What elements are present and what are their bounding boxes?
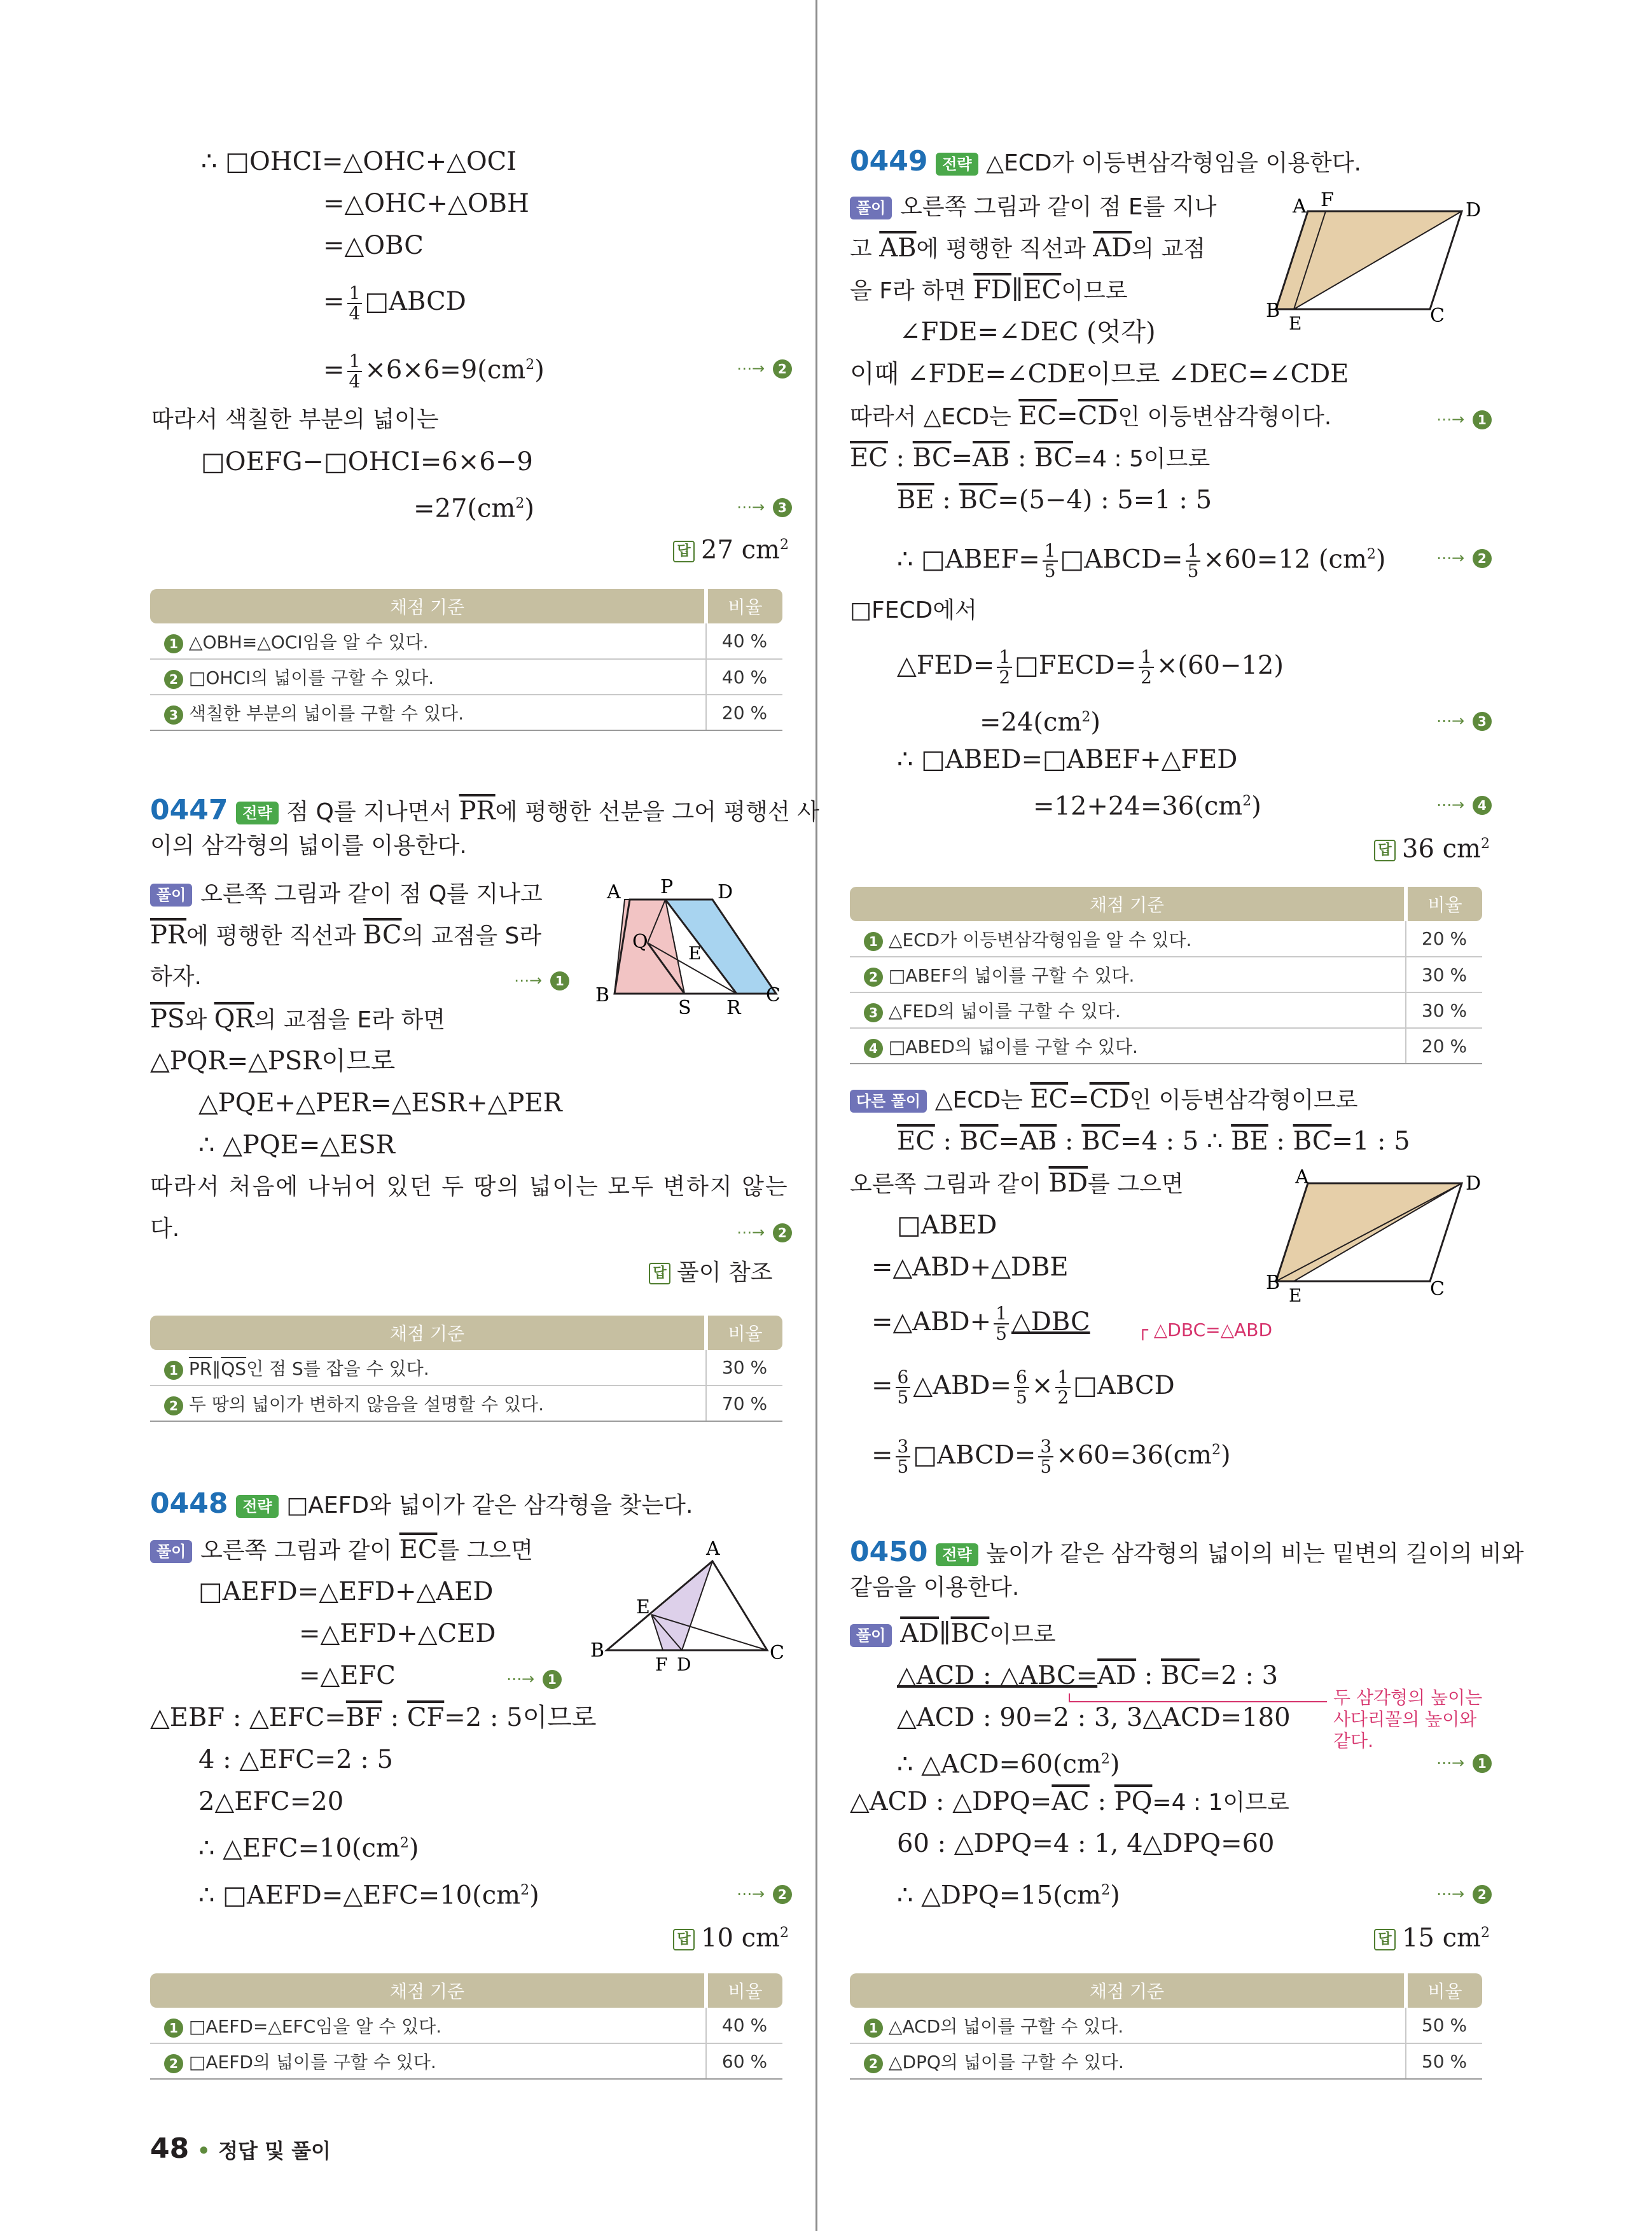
fraction: $\frac{6}{5}$ xyxy=(1014,1368,1029,1407)
label-f: F xyxy=(1321,189,1334,211)
alt-solution-tag: 다른 풀이 xyxy=(850,1090,927,1113)
eq-line: □AEFD=△EFD+△AED xyxy=(198,1577,494,1606)
problem-number: 0450 xyxy=(850,1536,928,1568)
strategy-text: 이의 삼각형의 넓이를 이용한다. xyxy=(150,833,467,859)
figure-0449-alt xyxy=(1266,1166,1486,1308)
answer-icon: 답 xyxy=(649,1263,670,1284)
rubric-header: 채점 기준 xyxy=(850,1973,1406,2008)
eq-line: = $\frac{1}{4}$ $\times 6\times 6=9(cm^2)$ xyxy=(323,351,545,393)
eq-line: ∴ △PQE=△ESR xyxy=(198,1130,395,1160)
solution-tag: 풀이 xyxy=(150,884,192,907)
table-row: 2 □OHCI의 넓이를 구할 수 있다. 40 % xyxy=(150,659,782,695)
label-d: D xyxy=(718,881,733,903)
step-marker: ⋯→ 1 xyxy=(1436,400,1492,436)
table-row: 3 △FED의 넓이를 구할 수 있다. 30 % xyxy=(850,992,1482,1028)
step-marker: ⋯→ 2 xyxy=(737,1213,792,1249)
text-line: 하자. xyxy=(150,964,202,990)
problem-number: 0449 xyxy=(850,145,928,177)
label-c: C xyxy=(766,984,781,1006)
fraction: $\frac{3}{5}$ xyxy=(1038,1437,1053,1477)
step-marker: ⋯→ 1 xyxy=(1436,1743,1492,1779)
problem-0447-header: 0447 전략 점 Q를 지나면서 $\overline{PR}$에 평행한 선분을 그어 평행선 사 xyxy=(150,794,819,826)
note-annotation: 두 삼각형의 높이는 xyxy=(1333,1687,1483,1708)
answer-icon: 답 xyxy=(673,541,695,562)
label-p: P xyxy=(660,876,674,898)
label-c: C xyxy=(1430,1278,1445,1300)
problem-0448-header: 0448 전략 □AEFD와 넓이가 같은 삼각형을 찾는다. xyxy=(150,1487,693,1520)
eq-line: 4 : △EFC=2 : 5 xyxy=(198,1745,393,1774)
table-row: 2 △DPQ의 넓이를 구할 수 있다. 50 % xyxy=(850,2043,1482,2079)
strategy-tag: 전략 xyxy=(936,153,978,176)
table-row: 1 △ACD의 넓이를 구할 수 있다. 50 % xyxy=(850,2008,1482,2043)
rubric-table xyxy=(850,887,1482,1064)
problem-number: 0447 xyxy=(150,794,228,826)
eq-line: $\overline{EC}$ : $\overline{BC}=\overline{AB}$ : $\overline{BC}=4$ : 5이므로 xyxy=(850,443,1211,473)
strategy-tag: 전략 xyxy=(936,1543,978,1566)
note-annotation: 사다리꼴의 높이와 xyxy=(1333,1709,1477,1730)
eq-line: =△ABD+ $\frac{1}{5}$ △DBC xyxy=(871,1303,1090,1344)
rubric-table xyxy=(150,1316,782,1422)
eq-line: ∴ □ABED=□ABEF+△FED xyxy=(897,745,1238,774)
problem-0450-header: 0450 전략 높이가 같은 삼각형의 넓이의 비는 밑변의 길이의 비와 xyxy=(850,1536,1524,1568)
eq-line: △PQR=△PSR이므로 xyxy=(150,1046,396,1076)
rubric-header: 비율 xyxy=(706,589,782,623)
rubric-header: 채점 기준 xyxy=(150,1316,706,1350)
answer-icon: 답 xyxy=(1374,840,1396,861)
fraction: $\frac{1}{2}$ xyxy=(1139,648,1154,687)
text-line: $\overline{PR}$에 평행한 직선과 $\overline{BC}$의 교점을 S라 xyxy=(150,921,542,950)
eq-line: =△ABD+△DBE xyxy=(871,1253,1069,1282)
rubric-header: 비율 xyxy=(1406,887,1482,921)
strategy-text: 같음을 이용한다. xyxy=(850,1574,1020,1601)
answer: 답 풀이 참조 xyxy=(649,1256,773,1289)
strategy-tag: 전략 xyxy=(236,1495,278,1518)
fraction: $\frac{1}{4}$ xyxy=(347,284,363,323)
step-marker: ⋯→ 3 xyxy=(737,487,792,524)
figure-0449 xyxy=(1266,184,1486,337)
text-line: 풀이 오른쪽 그림과 같이 점 E를 지나 xyxy=(850,190,1216,224)
label-s: S xyxy=(678,997,691,1019)
eq-line: =△OHC+△OBH xyxy=(323,189,529,218)
eq-line: △ACD : $\triangle ABC=\overline{AD}$ : $\overline{BC}=2$ : 3 xyxy=(897,1661,1279,1690)
label-b: B xyxy=(595,984,610,1006)
text-line: 따라서 처음에 나뉘어 있던 두 땅의 넓이는 모두 변하지 않는 xyxy=(150,1174,789,1200)
fraction: $\frac{1}{4}$ xyxy=(347,352,363,391)
page-footer: 48 • 정답 및 풀이 xyxy=(150,2132,331,2165)
eq-line: = $\frac{6}{5}$ △ABD= $\frac{6}{5}$ × $\frac{1}{2}$ □ABCD xyxy=(871,1366,1175,1408)
figure-0448 xyxy=(583,1529,786,1682)
step-marker: ⋯→ 4 xyxy=(1436,785,1492,821)
eq-line: ∴ $\triangle DPQ=15(cm^2)$ xyxy=(897,1880,1120,1910)
eq-line: ∴ $\triangle ACD=60(cm^2)$ xyxy=(897,1749,1120,1779)
label-f: F xyxy=(655,1654,668,1675)
label-e: E xyxy=(688,943,702,964)
rubric-table xyxy=(150,1973,782,2080)
label-a: A xyxy=(607,881,621,903)
text-line: 풀이 오른쪽 그림과 같이 $\overline{EC}$를 그으면 xyxy=(150,1533,533,1567)
rubric-table xyxy=(150,589,782,731)
rubric-header: 비율 xyxy=(1406,1973,1482,2008)
text-line: 따라서 색칠한 부분의 넓이는 xyxy=(151,407,439,433)
text-line: 다. xyxy=(150,1216,180,1242)
eq-line: = $\frac{1}{4}$ □ABCD xyxy=(323,282,466,324)
text-line: 오른쪽 그림과 같이 $\overline{BD}$를 그으면 xyxy=(850,1169,1184,1198)
answer: 답 15 $cm^2$ xyxy=(1374,1917,1490,1954)
footer-title: 정답 및 풀이 xyxy=(218,2139,331,2163)
label-d: D xyxy=(1466,199,1482,221)
eq-line: =△EFC xyxy=(299,1661,396,1690)
rubric-table xyxy=(850,1973,1482,2080)
eq-line: =△EFD+△CED xyxy=(299,1619,496,1648)
eq-line: △PQE+△PER=△ESR+△PER xyxy=(198,1088,562,1118)
table-row: 1 □AEFD=△EFC임을 알 수 있다. 40 % xyxy=(150,2008,782,2043)
table-row: 1 $\overline{PR}\parallel\overline{QS}$인 점 S를 잡을 수 있다. 30 % xyxy=(150,1350,782,1386)
text-line: □FECD에서 xyxy=(850,597,977,623)
label-r: R xyxy=(726,997,741,1019)
text-line: 풀이 오른쪽 그림과 같이 점 Q를 지나고 xyxy=(150,877,543,911)
rubric-header: 채점 기준 xyxy=(150,1973,706,2008)
eq-line: △ACD : $\triangle DPQ=\overline{AC}$ : $\overline{PQ}=4$ : 1이므로 xyxy=(850,1787,1289,1816)
table-row: 1 △ECD가 이등변삼각형임을 알 수 있다. 20 % xyxy=(850,921,1482,957)
step-marker: ⋯→ 2 xyxy=(737,349,792,385)
eq-line: ∴ □ABEF= $\frac{1}{5}$ □ABCD= $\frac{1}{5}$ ×60=12 $(cm^2)$ xyxy=(897,540,1386,582)
text-line: 고 $\overline{AB}$에 평행한 직선과 $\overline{AD}$의 교점 xyxy=(850,233,1206,263)
rubric-header: 채점 기준 xyxy=(850,887,1406,921)
eq-line: ∴ □OHCI=△OHC+△OCI xyxy=(201,147,517,176)
label-e: E xyxy=(636,1596,650,1618)
fraction: $\frac{1}{5}$ xyxy=(994,1304,1009,1344)
step-marker: ⋯→ 3 xyxy=(1436,701,1492,737)
rubric-header: 채점 기준 xyxy=(150,589,706,623)
text-line: $\overline{PS}$와 $\overline{QR}$의 교점을 E라 하면 xyxy=(150,1004,445,1034)
text-line: 을 F라 하면 $\overline{FD}\parallel\overline{EC}$이므로 xyxy=(850,275,1128,305)
label-a: A xyxy=(1295,1166,1309,1188)
label-b: B xyxy=(590,1639,605,1662)
note-annotation: ┌ △DBC=△ABD xyxy=(1137,1319,1273,1340)
fraction: $\frac{6}{5}$ xyxy=(896,1368,911,1407)
label-e: E xyxy=(1289,313,1302,334)
eq-line: ∠FDE=∠DEC (엇각) xyxy=(899,317,1156,347)
step-marker: ⋯→ 1 xyxy=(506,1659,562,1695)
eq-line: =△OBC xyxy=(323,231,424,260)
rubric-header: 비율 xyxy=(706,1973,782,2008)
answer: 답 10 $cm^2$ xyxy=(673,1917,789,1954)
answer: 답 36 $cm^2$ xyxy=(1374,828,1490,865)
rubric-header: 비율 xyxy=(706,1316,782,1350)
table-row: 3 색칠한 부분의 넓이를 구할 수 있다. 20 % xyxy=(150,695,782,730)
eq-line: △ACD : 90=2 : 3, 3△ACD=180 xyxy=(897,1703,1291,1732)
answer-icon: 답 xyxy=(673,1929,695,1950)
eq-line: $\overline{BE}$ : $\overline{BC}=(5-4)$ : 5=1 : 5 xyxy=(897,485,1212,515)
eq-line: 2△EFC=20 xyxy=(198,1787,344,1816)
label-a: A xyxy=(1293,195,1307,218)
solution-tag: 풀이 xyxy=(150,1540,192,1563)
label-c: C xyxy=(1430,305,1445,327)
answer-icon: 답 xyxy=(1374,1929,1396,1950)
problem-number: 0448 xyxy=(150,1487,228,1520)
label-b: B xyxy=(1266,300,1281,322)
label-a: A xyxy=(706,1538,720,1560)
fraction: $\frac{1}{2}$ xyxy=(1055,1368,1071,1407)
step-marker: ⋯→ 2 xyxy=(1436,1874,1492,1910)
eq-line: 이때 ∠FDE=∠CDE이므로 ∠DEC=∠CDE xyxy=(850,359,1349,389)
label-e: E xyxy=(1289,1285,1302,1306)
answer: 답 27 $cm^2$ xyxy=(673,529,789,566)
table-row: 4 □ABED의 넓이를 구할 수 있다. 20 % xyxy=(850,1028,1482,1064)
label-b: B xyxy=(1266,1272,1281,1294)
note-annotation: 같다. xyxy=(1333,1730,1373,1751)
solution-tag: 풀이 xyxy=(850,1624,892,1647)
eq-line: $=12+24=36(cm^2)$ xyxy=(1033,791,1261,821)
fraction: $\frac{1}{5}$ xyxy=(1186,541,1201,581)
solution-tag: 풀이 xyxy=(850,197,892,219)
text-line: 다른 풀이 △ECD는 $\overline{EC}=\overline{CD}$인 이등변삼각형이므로 xyxy=(850,1083,1358,1117)
step-marker: ⋯→ 1 xyxy=(514,961,569,997)
text-line: 따라서 △ECD는 $\overline{EC}=\overline{CD}$인 이등변삼각형이다. xyxy=(850,401,1332,431)
eq-line: ∴ $\triangle EFC=10(cm^2)$ xyxy=(198,1833,419,1863)
table-row: 2 □ABEF의 넓이를 구할 수 있다. 30 % xyxy=(850,957,1482,992)
table-row: 1 △OBH≡△OCI임을 알 수 있다. 40 % xyxy=(150,623,782,659)
column-divider xyxy=(816,0,817,2231)
table-row: 2 □AEFD의 넓이를 구할 수 있다. 60 % xyxy=(150,2043,782,2079)
page-number: 48 xyxy=(150,2132,190,2165)
eq-line: △FED= $\frac{1}{2}$ □FECD= $\frac{1}{2}$ ×(60−12) xyxy=(897,646,1284,688)
fraction: $\frac{3}{5}$ xyxy=(896,1437,911,1477)
problem-0449-header: 0449 전략 △ECD가 이등변삼각형임을 이용한다. xyxy=(850,145,1361,177)
eq-line: ∴ $□AEFD=\triangle EFC=10(cm^2)$ xyxy=(198,1880,539,1910)
figure-0447 xyxy=(592,877,789,1017)
label-c: C xyxy=(770,1642,784,1664)
eq-line: $\overline{EC}$ : $\overline{BC}=\overline{AB}$ : $\overline{BC}=4$ : 5 ∴ $\overline{BE}$ : $\overline{BC}=1$ : 5 xyxy=(897,1127,1410,1156)
eq-line: $=27(cm^2)$ xyxy=(413,494,534,524)
label-d: D xyxy=(677,1654,691,1675)
step-marker: ⋯→ 2 xyxy=(737,1874,792,1910)
eq-line: □OEFG−□OHCI=6×6−9 xyxy=(201,447,533,476)
label-q: Q xyxy=(632,931,648,953)
text-line: 풀이 $\overline{AD}\parallel\overline{BC}$이므로 xyxy=(850,1617,1056,1651)
eq-line: $=24(cm^2)$ xyxy=(980,707,1100,737)
label-d: D xyxy=(1466,1172,1482,1195)
eq-line: 60 : △DPQ=4 : 1, 4△DPQ=60 xyxy=(897,1829,1275,1858)
table-row: 2 두 땅의 넓이가 변하지 않음을 설명할 수 있다. 70 % xyxy=(150,1386,782,1421)
step-marker: ⋯→ 2 xyxy=(1436,538,1492,574)
fraction: $\frac{1}{2}$ xyxy=(997,648,1012,687)
fraction: $\frac{1}{5}$ xyxy=(1043,541,1058,581)
eq-line: = $\frac{3}{5}$ □ABCD= $\frac{3}{5}$ $\times 60=36(cm^2)$ xyxy=(871,1436,1231,1478)
eq-line: △EBF : $\triangle EFC=\overline{BF}$ : $\overline{CF}=2$ : 5이므로 xyxy=(150,1703,597,1732)
strategy-tag: 전략 xyxy=(236,802,278,824)
eq-line: □ABED xyxy=(897,1211,997,1240)
